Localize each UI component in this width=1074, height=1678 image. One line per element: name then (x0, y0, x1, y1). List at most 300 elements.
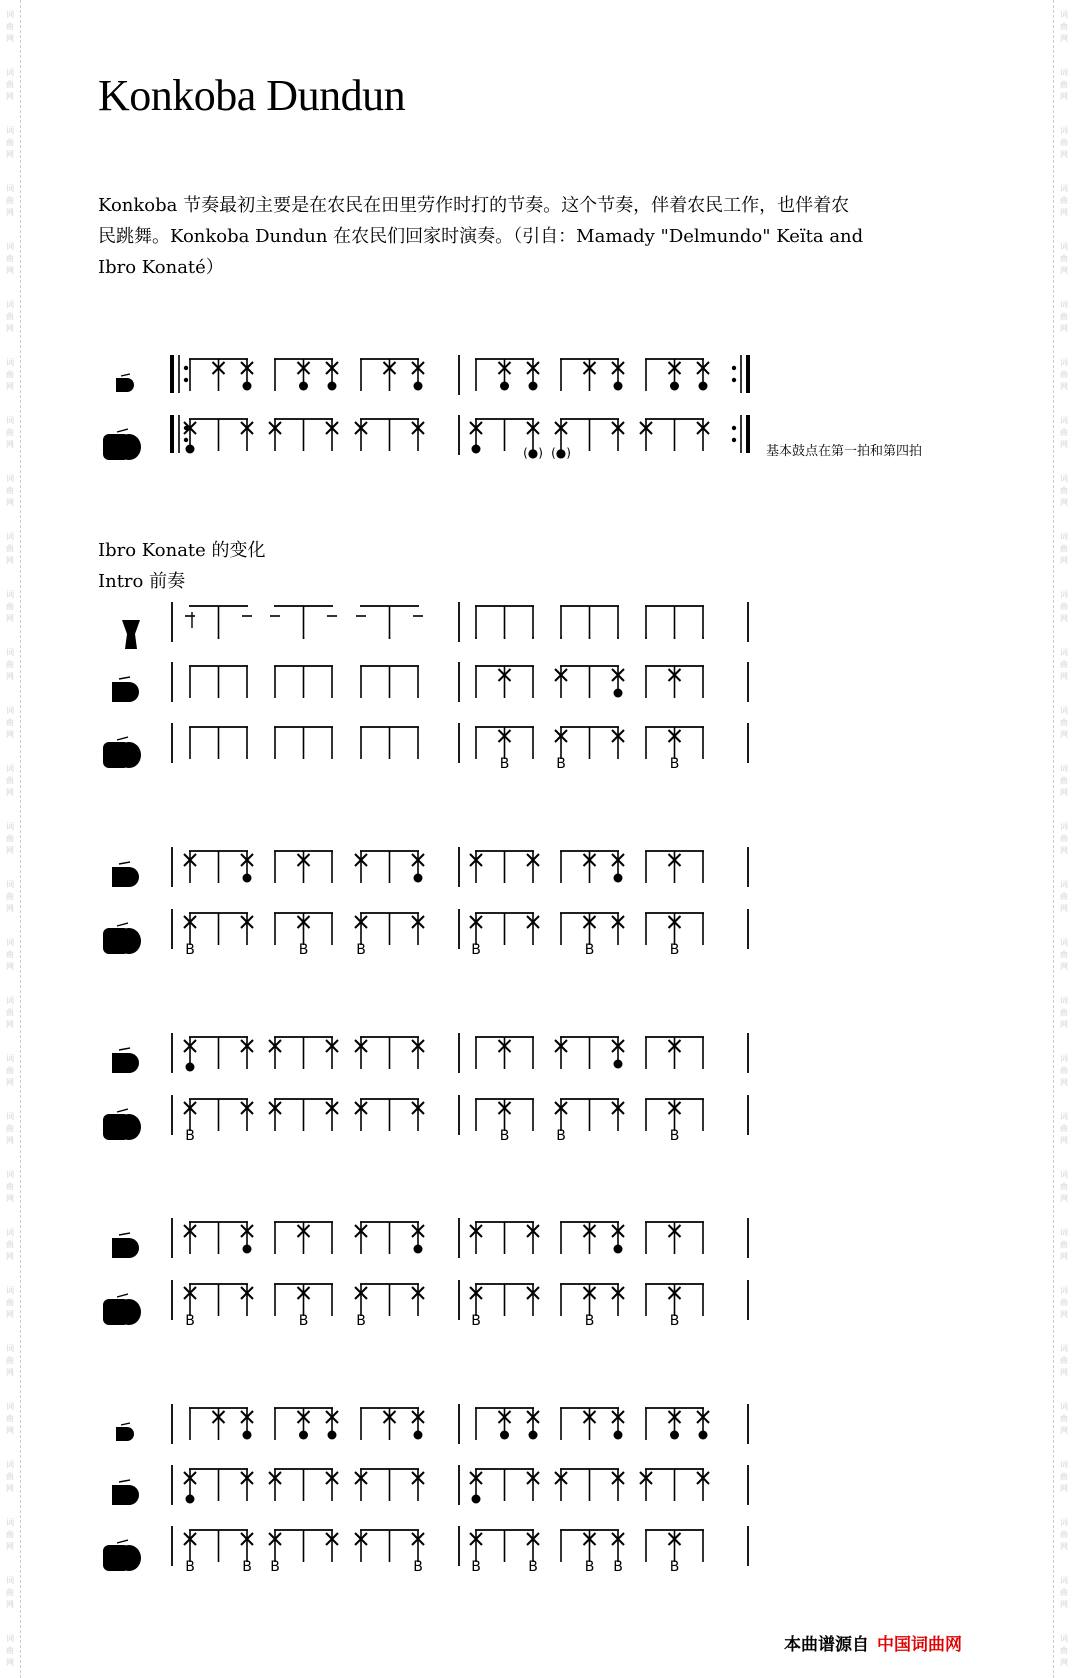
stroke-mark (298, 1287, 310, 1299)
bell-rest: . (586, 624, 593, 643)
watermark-glyph: 曲 (1060, 834, 1068, 843)
watermark-glyph: 曲 (6, 1356, 14, 1365)
stroke-mark (184, 916, 196, 928)
watermark-glyph: 词 (1060, 1634, 1068, 1643)
watermark-glyph: 词 (1060, 706, 1068, 715)
watermark-glyph: 词 (1060, 938, 1068, 947)
stroke-mark (184, 1472, 196, 1484)
watermark-glyph: 曲 (1060, 1414, 1068, 1423)
stroke-mark (269, 1472, 281, 1484)
stroke-mark (184, 1040, 196, 1052)
note-dot (243, 1245, 252, 1254)
stroke-mark (527, 362, 539, 374)
stroke-mark (355, 422, 367, 434)
watermark-glyph: 网 (6, 672, 14, 681)
watermark-glyph: 词 (6, 1286, 14, 1295)
note-dot (614, 1060, 623, 1069)
stroke-mark (412, 1411, 424, 1423)
stroke-mark (640, 1472, 652, 1484)
stroke-mark (241, 1472, 253, 1484)
note-dot (614, 1245, 623, 1254)
ghost-note: (●) (523, 446, 543, 460)
stroke-mark (470, 1225, 482, 1237)
watermark-glyph: 曲 (6, 486, 14, 495)
watermark-glyph: 词 (6, 1634, 14, 1643)
stroke-mark (241, 1102, 253, 1114)
note-dot (414, 382, 423, 391)
stroke-mark (412, 1411, 424, 1423)
stroke-mark (184, 422, 196, 434)
stroke-mark (697, 362, 709, 374)
watermark-glyph: 网 (1060, 498, 1068, 507)
stroke-mark (555, 730, 567, 742)
watermark-glyph: 词 (6, 1228, 14, 1237)
intro-label: Intro 前奏 (98, 571, 186, 592)
kenkeni-icon-body (116, 378, 127, 392)
stroke-mark (555, 422, 567, 434)
watermark-glyph: 曲 (1060, 892, 1068, 901)
djembe-icon (122, 620, 140, 649)
stroke-mark (412, 1040, 424, 1052)
stroke-mark (669, 669, 681, 681)
watermark-glyph: 词 (1060, 1228, 1068, 1237)
stroke-mark (355, 1472, 367, 1484)
stroke-mark (527, 1533, 539, 1545)
stroke-mark (269, 1102, 281, 1114)
watermark-glyph: 曲 (6, 1240, 14, 1249)
bell-rest: . (530, 624, 536, 643)
stroke-mark (355, 1533, 367, 1545)
stroke-mark (470, 1225, 482, 1237)
stroke-mark (499, 669, 511, 681)
stroke-mark (412, 422, 424, 434)
watermark-glyph: 词 (6, 242, 14, 251)
dundun-icon (117, 742, 141, 768)
repeat-dot (732, 438, 736, 442)
stroke-mark (184, 1040, 196, 1052)
stroke-mark (584, 854, 596, 866)
stroke-mark (612, 730, 624, 742)
watermark-glyph: 网 (1060, 324, 1068, 333)
stroke-mark (612, 854, 624, 866)
stroke-mark (527, 1472, 539, 1484)
stroke-mark (527, 1533, 539, 1545)
stroke-mark (241, 362, 253, 374)
stroke-mark (326, 362, 338, 374)
bass-mark: B (613, 1559, 623, 1575)
stroke-mark (241, 1225, 253, 1237)
bell-rest: . (215, 624, 222, 643)
dundun-icon-body (103, 1114, 130, 1140)
stroke-mark (669, 1040, 681, 1052)
watermark-glyph: 网 (6, 1020, 14, 1029)
watermark-glyph: 网 (6, 1426, 14, 1435)
stroke-mark (241, 362, 253, 374)
watermark-glyph: 曲 (6, 196, 14, 205)
watermark-glyph: 曲 (1060, 1066, 1068, 1075)
watermark-glyph: 词 (6, 1460, 14, 1469)
watermark-glyph: 词 (6, 532, 14, 541)
repeat-dot (732, 366, 736, 370)
stroke-mark (470, 916, 482, 928)
watermark-glyph: 词 (1060, 1054, 1068, 1063)
stroke-mark (584, 1533, 596, 1545)
bass-mark: B (471, 942, 481, 958)
stroke-mark (326, 1411, 338, 1423)
stroke-mark (241, 1533, 253, 1545)
stroke-mark (298, 1225, 310, 1237)
dundun-icon-body (103, 1299, 130, 1325)
sangban-icon-body (112, 682, 129, 702)
watermark-glyph: 曲 (6, 950, 14, 959)
stroke-mark (555, 669, 567, 681)
bell-rest: . (501, 624, 508, 643)
stroke-mark (669, 916, 681, 928)
stroke-mark (669, 362, 681, 374)
stroke-mark (669, 854, 681, 866)
stroke-mark (412, 1533, 424, 1545)
stroke-mark (241, 422, 253, 434)
stroke-mark (412, 1040, 424, 1052)
bass-mark: B (356, 1313, 366, 1329)
stroke-mark (584, 362, 596, 374)
stroke-mark (612, 362, 624, 374)
bass-mark: B (669, 756, 680, 772)
watermark-glyph: 曲 (1060, 544, 1068, 553)
stroke-mark (184, 1472, 196, 1484)
stroke-mark (584, 1533, 596, 1545)
watermark-glyph: 词 (1060, 10, 1068, 19)
stroke-mark (412, 916, 424, 928)
dundun-icon-body (103, 928, 130, 954)
note-dot (614, 1431, 623, 1440)
stroke-mark (213, 362, 225, 374)
stroke-mark (269, 1102, 281, 1114)
watermark-glyph: 词 (1060, 300, 1068, 309)
watermark-glyph: 曲 (1060, 1124, 1068, 1133)
watermark-glyph: 词 (6, 764, 14, 773)
watermark-glyph: 词 (1060, 1460, 1068, 1469)
repeat-dot (184, 366, 188, 370)
stroke-mark (412, 362, 424, 374)
watermark-glyph: 词 (1060, 126, 1068, 135)
stroke-mark (326, 1040, 338, 1052)
stroke-mark (612, 916, 624, 928)
bass-mark: B (185, 942, 195, 958)
stroke-mark (470, 1533, 482, 1545)
dundun-icon-body (103, 434, 130, 460)
stroke-mark (412, 1472, 424, 1484)
stroke-mark (470, 854, 482, 866)
watermark-glyph: 曲 (1060, 486, 1068, 495)
stroke-mark (355, 854, 367, 866)
watermark-glyph: 词 (6, 1112, 14, 1121)
stroke-mark (527, 1411, 539, 1423)
bass-mark: B (471, 1313, 481, 1329)
stroke-mark (697, 1472, 709, 1484)
watermark-glyph: 词 (1060, 358, 1068, 367)
stroke-mark (669, 669, 681, 681)
stroke-mark (612, 669, 624, 681)
stroke-mark (326, 1102, 338, 1114)
stroke-mark (470, 422, 482, 434)
stroke-mark (612, 1287, 624, 1299)
sangban-icon-stick (119, 1048, 130, 1050)
stroke-mark (669, 1533, 681, 1545)
stroke-mark (612, 916, 624, 928)
watermark-glyph: 词 (6, 1576, 14, 1585)
note-dot (328, 1431, 337, 1440)
page-title: Konkoba Dundun (98, 71, 406, 120)
stroke-mark (412, 916, 424, 928)
stroke-mark (412, 1102, 424, 1114)
watermark-glyph: 网 (1060, 1600, 1068, 1609)
bell-rest: . (615, 624, 621, 643)
bass-mark: B (185, 1559, 195, 1575)
watermark-glyph: 网 (6, 788, 14, 797)
watermark-glyph: 网 (6, 1194, 14, 1203)
watermark-glyph: 曲 (1060, 312, 1068, 321)
stroke-mark (184, 1533, 196, 1545)
stroke-mark (697, 362, 709, 374)
stroke-mark (241, 854, 253, 866)
watermark-glyph: 曲 (1060, 428, 1068, 437)
watermark-glyph: 词 (1060, 1344, 1068, 1353)
stroke-mark (527, 1225, 539, 1237)
stroke-mark (669, 1102, 681, 1114)
stroke-mark (412, 854, 424, 866)
sangban-icon (119, 682, 139, 702)
watermark-glyph: 词 (6, 1518, 14, 1527)
base-note-annotation: 基本鼓点在第一拍和第四拍 (766, 444, 923, 459)
stroke-mark (184, 1225, 196, 1237)
stroke-mark (697, 1411, 709, 1423)
watermark-glyph: 网 (6, 1078, 14, 1087)
watermark-glyph: 网 (6, 34, 14, 43)
repeat-dot (184, 426, 188, 430)
stroke-mark (612, 1225, 624, 1237)
stroke-mark (184, 1102, 196, 1114)
stroke-mark (355, 1533, 367, 1545)
bass-mark: B (242, 1559, 252, 1575)
stroke-mark (470, 1472, 482, 1484)
watermark-glyph: 网 (1060, 730, 1068, 739)
stroke-mark (697, 422, 709, 434)
stroke-mark (412, 1102, 424, 1114)
bass-mark: B (185, 1313, 195, 1329)
watermark-glyph: 网 (6, 1484, 14, 1493)
watermark-glyph: 网 (1060, 1484, 1068, 1493)
dundun-icon-stick (117, 923, 128, 926)
kenkeni-icon (120, 1427, 134, 1441)
stroke-mark (241, 1472, 253, 1484)
stroke-mark (412, 1225, 424, 1237)
bass-mark: B (499, 756, 510, 772)
stroke-mark (241, 1102, 253, 1114)
stroke-mark (612, 1411, 624, 1423)
left-watermark-strip (0, 0, 21, 1678)
stroke-mark (669, 1533, 681, 1545)
watermark-glyph: 词 (6, 184, 14, 193)
stroke-mark (298, 1287, 310, 1299)
watermark-glyph: 词 (6, 300, 14, 309)
watermark-glyph: 词 (1060, 474, 1068, 483)
dundun-icon-body (103, 1545, 130, 1571)
watermark-glyph: 曲 (6, 1646, 14, 1655)
sangban-icon-body (112, 1238, 129, 1258)
stroke-mark (584, 854, 596, 866)
stroke-mark (669, 916, 681, 928)
watermark-glyph: 曲 (6, 1182, 14, 1191)
stroke-mark (584, 1287, 596, 1299)
stroke-mark (499, 1411, 511, 1423)
stroke-mark (584, 1411, 596, 1423)
watermark-glyph: 网 (1060, 34, 1068, 43)
intro-line: 民跳舞。Konkoba Dundun 在农民们回家时演奏。（引自：Mamady "Delmundo" Keïta and (98, 226, 864, 247)
bell-rest: . (386, 624, 393, 643)
watermark-glyph: 网 (1060, 382, 1068, 391)
watermark-glyph: 词 (6, 648, 14, 657)
watermark-glyph: 词 (6, 68, 14, 77)
watermark-glyph: 曲 (6, 1124, 14, 1133)
stroke-mark (669, 1102, 681, 1114)
stroke-mark (470, 916, 482, 928)
stroke-mark (584, 916, 596, 928)
dundun-icon-body (103, 742, 130, 768)
stroke-mark (527, 1225, 539, 1237)
watermark-glyph: 网 (1060, 672, 1068, 681)
stroke-mark (269, 422, 281, 434)
stroke-mark (355, 422, 367, 434)
bass-mark: B (185, 1128, 195, 1144)
stroke-mark (612, 854, 624, 866)
repeat-dot (184, 378, 188, 382)
note-dot (414, 1431, 423, 1440)
watermark-glyph: 词 (6, 1170, 14, 1179)
watermark-glyph: 词 (6, 1344, 14, 1353)
bell-rest: . (643, 624, 649, 643)
intro-line: Konkoba 节奏最初主要是在农民在田里劳作时打的节奏。这个节奏，伴着农民工作，也伴着农 (98, 195, 850, 216)
stroke-mark (669, 362, 681, 374)
watermark-glyph: 曲 (6, 254, 14, 263)
bass-mark: B (413, 1559, 423, 1575)
stroke-mark (499, 669, 511, 681)
watermark-glyph: 曲 (6, 834, 14, 843)
watermark-glyph: 网 (1060, 208, 1068, 217)
note-dot (186, 1495, 195, 1504)
stroke-mark (527, 916, 539, 928)
stroke-mark (612, 669, 624, 681)
watermark-glyph: 词 (1060, 880, 1068, 889)
watermark-glyph: 曲 (1060, 1182, 1068, 1191)
stroke-mark (499, 730, 511, 742)
stroke-mark (412, 1472, 424, 1484)
watermark-glyph: 网 (1060, 1310, 1068, 1319)
stroke-mark (355, 916, 367, 928)
watermark-glyph: 词 (1060, 242, 1068, 251)
bell-rest: . (700, 624, 706, 643)
right-watermark-strip (1053, 0, 1074, 1678)
stroke-mark (499, 1040, 511, 1052)
stroke-mark (527, 1411, 539, 1423)
stroke-mark (326, 1533, 338, 1545)
stroke-mark (184, 854, 196, 866)
stroke-mark (412, 362, 424, 374)
stroke-mark (669, 1411, 681, 1423)
stroke-mark (669, 1225, 681, 1237)
stroke-mark (555, 1102, 567, 1114)
watermark-glyph: 曲 (6, 1008, 14, 1017)
watermark-glyph: 网 (1060, 614, 1068, 623)
note-dot (414, 874, 423, 883)
intro-paragraph (98, 190, 978, 283)
stroke-mark (298, 1411, 310, 1423)
watermark-glyph: 曲 (6, 1298, 14, 1307)
stroke-mark (499, 1102, 511, 1114)
watermark-glyph: 词 (1060, 1112, 1068, 1121)
bass-mark: B (528, 1559, 538, 1575)
stroke-mark (326, 1411, 338, 1423)
stroke-mark (669, 1225, 681, 1237)
watermark-glyph: 网 (6, 1310, 14, 1319)
sangban-icon-stick (119, 1233, 130, 1235)
watermark-glyph: 曲 (6, 22, 14, 31)
note-dot (670, 382, 679, 391)
stroke-mark (412, 422, 424, 434)
stroke-mark (612, 1411, 624, 1423)
stroke-mark (612, 1040, 624, 1052)
watermark-glyph: 曲 (1060, 1240, 1068, 1249)
stroke-mark (213, 1411, 225, 1423)
stroke-mark (326, 1040, 338, 1052)
note-dot (243, 874, 252, 883)
stroke-mark (355, 854, 367, 866)
note-dot (472, 1495, 481, 1504)
watermark-glyph: 曲 (1060, 776, 1068, 785)
watermark-glyph: 曲 (6, 1414, 14, 1423)
stroke-mark (412, 1533, 424, 1545)
bass-mark: B (669, 942, 680, 958)
stroke-mark (612, 422, 624, 434)
note-dot (243, 1431, 252, 1440)
stroke-mark (640, 422, 652, 434)
stroke-mark (241, 1287, 253, 1299)
stroke-mark (499, 1102, 511, 1114)
stroke-mark (355, 1287, 367, 1299)
stroke-mark (384, 1411, 396, 1423)
stroke-mark (384, 1411, 396, 1423)
watermark-glyph: 曲 (6, 1588, 14, 1597)
watermark-glyph: 词 (1060, 590, 1068, 599)
stroke-mark (355, 1040, 367, 1052)
stroke-mark (241, 916, 253, 928)
stroke-mark (527, 1287, 539, 1299)
watermark-glyph: 词 (1060, 1518, 1068, 1527)
stroke-mark (298, 916, 310, 928)
stroke-mark (499, 362, 511, 374)
repeat-dot (184, 438, 188, 442)
watermark-glyph: 网 (1060, 92, 1068, 101)
watermark-glyph: 曲 (1060, 370, 1068, 379)
stroke-mark (384, 362, 396, 374)
watermark-glyph: 曲 (1060, 1530, 1068, 1539)
watermark-glyph: 网 (6, 614, 14, 623)
stroke-mark (241, 1533, 253, 1545)
watermark-glyph: 词 (1060, 1576, 1068, 1585)
stroke-mark (298, 854, 310, 866)
stroke-mark (555, 1472, 567, 1484)
stroke-mark (241, 422, 253, 434)
